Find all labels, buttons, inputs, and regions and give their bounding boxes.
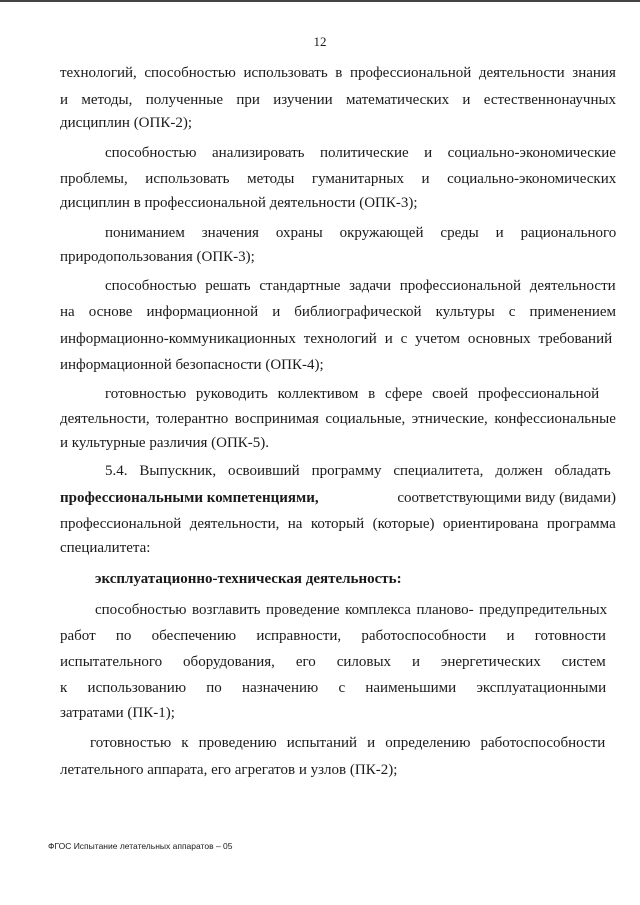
section-heading: эксплуатационно-техническая деятельность: [95, 571, 402, 587]
text-line: способностью решать стандартные задачи профессиональной деятельности [105, 278, 616, 294]
text-line: к использованию по назначению с наименьшими эксплуатационными [60, 680, 607, 696]
top-border-line [0, 0, 640, 2]
text-line: готовностью к проведению испытаний и определению работоспособности [90, 735, 606, 751]
text-line: испытательного оборудования, его силовых и энергетических систем [60, 654, 606, 670]
page-number: 12 [313, 34, 327, 49]
text-line: информационно-коммуникационных технологий и с учетом основных требований [60, 331, 613, 347]
text-line: способностью возглавить проведение комплекса планово- предупредительных [95, 602, 608, 618]
text-line: информационной безопасности (ОПК-4); [60, 357, 324, 373]
text-line: пониманием значения охраны окружающей среды и рационального [105, 225, 617, 241]
footer-text: ФГОС Испытание летательных аппаратов – 05 [48, 841, 233, 851]
text-line [60, 489, 616, 507]
bold-term: профессиональными компетенциями, [60, 490, 319, 506]
text-line: дисциплин в профессиональной деятельности (ОПК-3); [60, 195, 418, 211]
text-line: проблемы, использовать методы гуманитарных и социально-экономических [60, 171, 617, 187]
text-line: специалитета: [60, 540, 151, 556]
text-line: профессиональной деятельности, на который (которые) ориентирована программа [60, 516, 616, 532]
text-line: и методы, полученные при изучении математических и естественнонаучных [60, 92, 617, 108]
text-line: природопользования (ОПК-3); [60, 249, 255, 265]
text-line: затратами (ПК-1); [60, 705, 175, 721]
text-line: работ по обеспечению исправности, работоспособности и готовности [60, 628, 606, 644]
text-line: и культурные различия (ОПК-5). [60, 435, 270, 451]
text-line: 5.4. Выпускник, освоивший программу специалитета, должен обладать [105, 463, 611, 479]
text-line: деятельности, толерантно воспринимая социальные, этнические, конфессиональные [60, 411, 616, 427]
text-line: дисциплин (ОПК-2); [60, 115, 193, 131]
text-line: способностью анализировать политические и социально-экономические [105, 145, 616, 161]
text-line: на основе информационной и библиографической культуры с применением [60, 304, 617, 320]
text-line: летательного аппарата, его агрегатов и узлов (ПК-2); [60, 762, 398, 778]
text-fragment: соответствующими виду (видами) [397, 490, 616, 506]
text-line: готовностью руководить коллективом в сфере своей профессиональной [105, 386, 600, 402]
text-line: технологий, способностью использовать в профессиональной деятельности знания [60, 65, 616, 81]
